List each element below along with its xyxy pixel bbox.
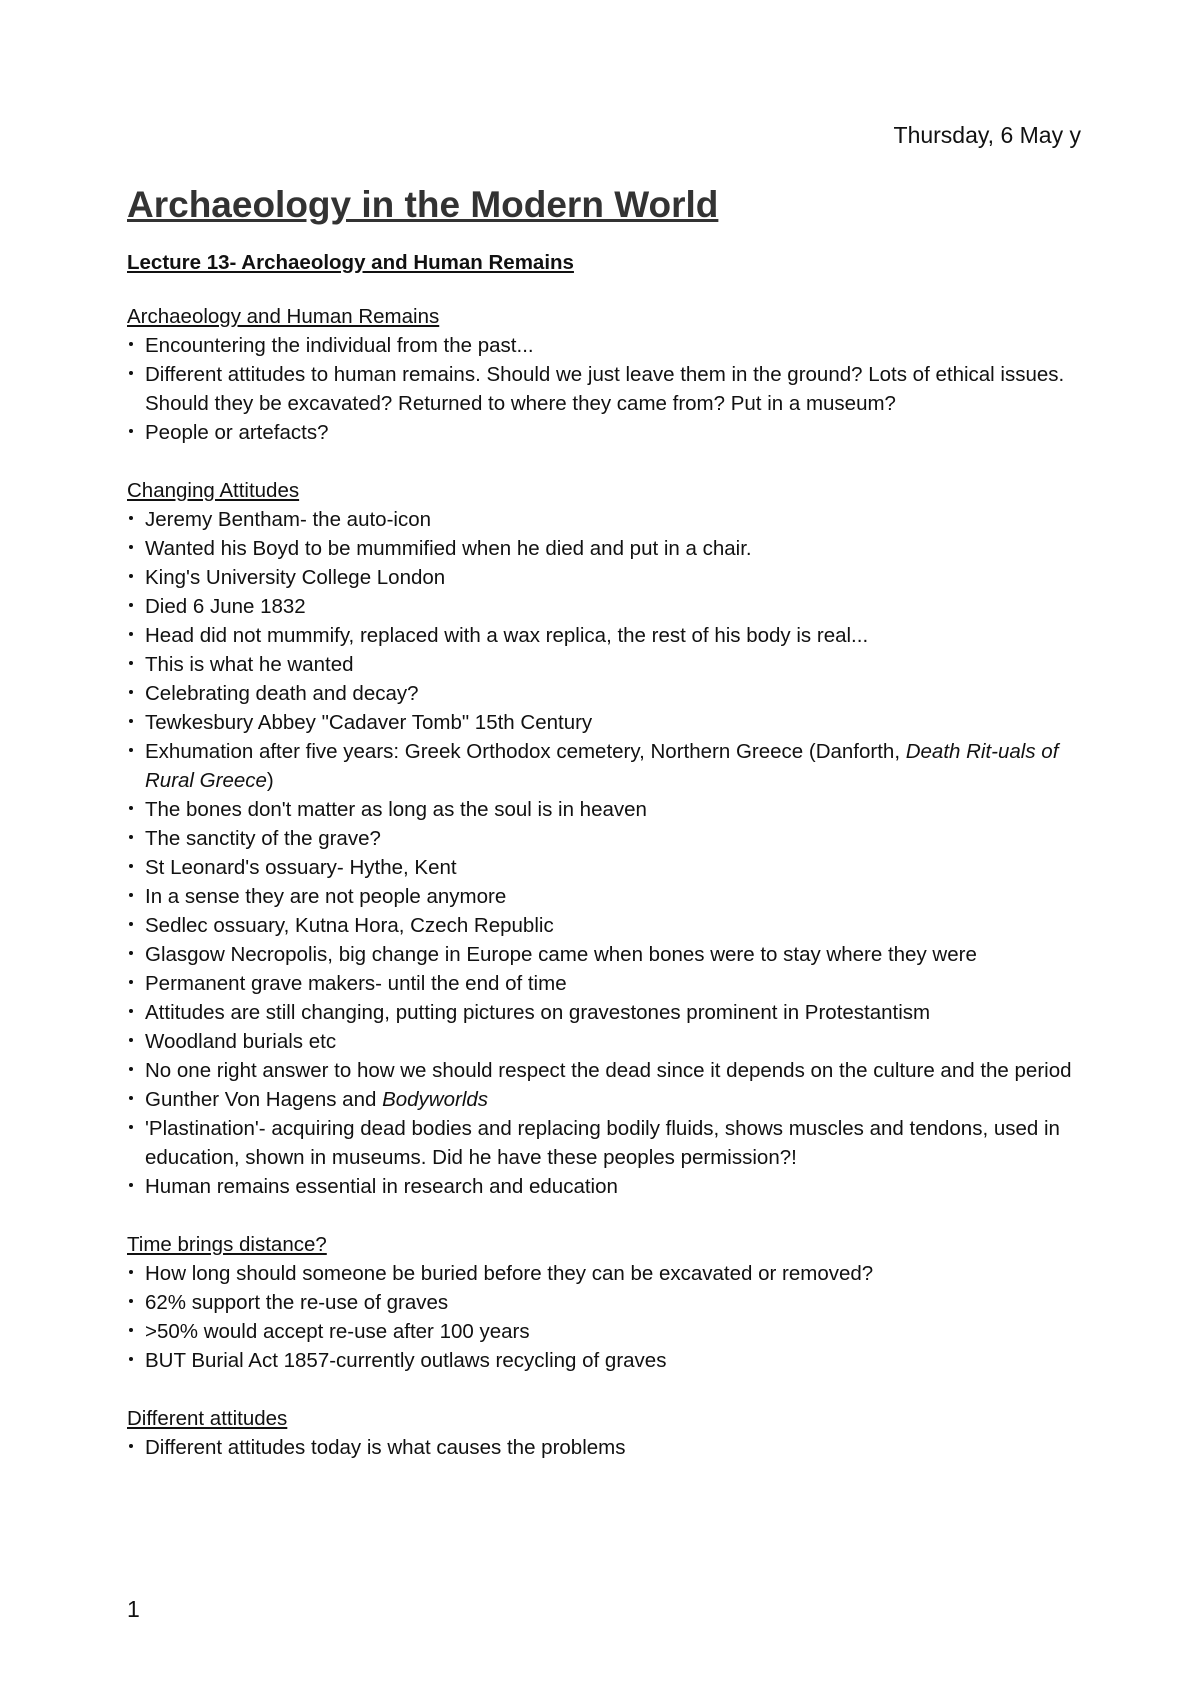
bullet-list [127,331,1082,447]
bullet-item [127,1172,1082,1201]
bullet-text: Encountering the individual from the past... [145,334,534,357]
bullet-item [127,1317,1082,1346]
bullet-text: How long should someone be buried before they can be excavated or removed? [145,1262,874,1285]
bullet-text: St Leonard's ossuary- Hythe, Kent [145,856,457,879]
bullet-text: Celebrating death and decay? [145,682,419,705]
bullet-item [127,940,1082,969]
bullet-text: This is what he wanted [145,653,354,676]
bullet-text: In a sense they are not people anymore [145,885,507,908]
bullet-item [127,679,1082,708]
notes-body [127,302,1082,1491]
italic-title: Death Rit-uals of Rural Greece [145,740,1059,792]
bullet-text: 'Plastination'- acquiring dead bodies and replacing bodily fluids, shows muscles and tendons, used in education, shown in museums. Did he have these peoples permission?! [145,1117,1060,1169]
bullet-item [127,331,1082,360]
bullet-text: Jeremy Bentham- the auto-icon [145,508,431,531]
bullet-item [127,1027,1082,1056]
bullet-text: 62% support the re-use of graves [145,1291,449,1314]
bullet-list [127,1259,1082,1375]
bullet-text: Permanent grave makers- until the end of time [145,972,567,995]
notes-section [127,476,1082,1201]
notes-section [127,302,1082,447]
section-heading: Time brings distance? [127,1233,327,1256]
bullet-item [127,911,1082,940]
bullet-item [127,418,1082,447]
bullet-item [127,708,1082,737]
page-number: 1 [127,1596,140,1622]
bullet-item [127,563,1082,592]
bullet-item [127,1259,1082,1288]
bullet-item [127,824,1082,853]
bullet-text: Exhumation after five years: Greek Orthodox cemetery, Northern Greece (Danforth, [145,740,906,763]
bullet-text: No one right answer to how we should respect the dead since it depends on the culture and the period [145,1059,1072,1082]
notes-section [127,1230,1082,1375]
bullet-item [127,853,1082,882]
bullet-item [127,1056,1082,1085]
bullet-item [127,1288,1082,1317]
bullet-text: The sanctity of the grave? [145,827,381,850]
bullet-text: BUT Burial Act 1857-currently outlaws recycling of graves [145,1349,667,1372]
bullet-item [127,1085,1082,1114]
bullet-item [127,1346,1082,1375]
bullet-text: Sedlec ossuary, Kutna Hora, Czech Republic [145,914,554,937]
bullet-item [127,795,1082,824]
bullet-text: Human remains essential in research and education [145,1175,618,1198]
bullet-item [127,534,1082,563]
bullet-text: Died 6 June 1832 [145,595,306,618]
bullet-text: People or artefacts? [145,421,329,444]
bullet-item [127,882,1082,911]
bullet-text: Tewkesbury Abbey "Cadaver Tomb" 15th Century [145,711,593,734]
bullet-text: Different attitudes today is what causes the problems [145,1436,626,1459]
bullet-item [127,1114,1082,1172]
bullet-item [127,360,1082,418]
bullet-list [127,1433,1082,1462]
bullet-item [127,592,1082,621]
bullet-text: Different attitudes to human remains. Should we just leave them in the ground? Lots of ethical issues. Should they be excavated? Returned to where they came from? Put in a museum? [145,363,1065,415]
lecture-heading: Lecture 13- Archaeology and Human Remains [127,251,574,274]
bullet-text: Woodland burials etc [145,1030,337,1053]
bullet-item [127,969,1082,998]
bullet-text: ) [266,769,274,792]
bullet-item [127,998,1082,1027]
bullet-list [127,505,1082,1201]
section-heading: Changing Attitudes [127,479,300,502]
bullet-text: King's University College London [145,566,446,589]
date-header: Thursday, 6 May y [893,122,1081,148]
bullet-item [127,1433,1082,1462]
bullet-text: Wanted his Boyd to be mummified when he died and put in a chair. [145,537,752,560]
bullet-text: Head did not mummify, replaced with a wax replica, the rest of his body is real... [145,624,869,647]
bullet-text: Gunther Von Hagens and [145,1088,383,1111]
bullet-item [127,621,1082,650]
bullet-item [127,505,1082,534]
bullet-item [127,650,1082,679]
bullet-text: The bones don't matter as long as the soul is in heaven [145,798,647,821]
bullet-text: Attitudes are still changing, putting pictures on gravestones prominent in Protestantism [145,1001,931,1024]
notes-section [127,1404,1082,1462]
section-heading: Different attitudes [127,1407,288,1430]
section-heading: Archaeology and Human Remains [127,305,440,328]
bullet-text: >50% would accept re-use after 100 years [145,1320,530,1343]
bullet-item [127,737,1082,795]
bullet-text: Glasgow Necropolis, big change in Europe came when bones were to stay where they were [145,943,977,966]
page-title: Archaeology in the Modern World [127,184,719,225]
italic-title: Bodyworlds [382,1088,489,1111]
